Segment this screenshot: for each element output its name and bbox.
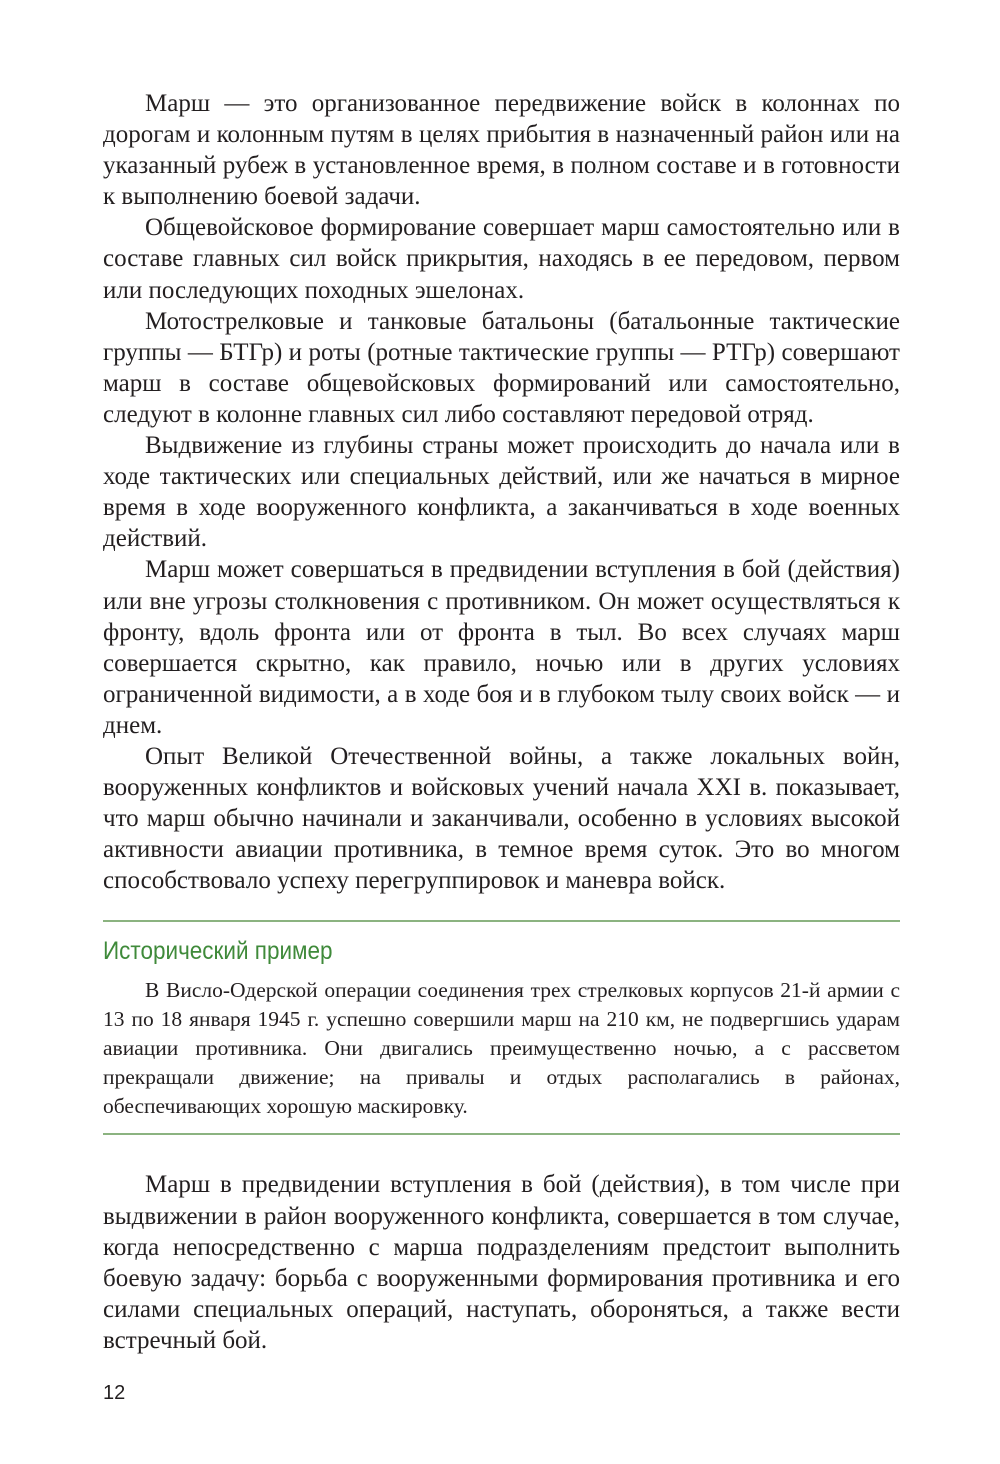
- page-number: 12: [103, 1382, 126, 1404]
- historical-example-title: Исторический пример: [103, 937, 333, 966]
- historical-example-text: В Висло-Одерской операции соединения трех стрелковых корпусов 21-й армии с 13 по 18 января 1945 г. успешно совершили марш на 210 км, не подвергшись ударам авиации противника. Они двигались преимущественно ночью, а с рассветом прекращали движение; на привалы и отдых располагались в районах, обеспечивающих хорошую маскировку.: [103, 978, 900, 1119]
- paragraph-battalions-companies: Мотострелковые и танковые батальоны (батальонные тактические группы — БТГр) и роты (ротные тактические группы — РТГр) совершают марш в составе общевойсковых формирований или самостоятельно, следуют в колонне главных сил либо составляют передовой отряд.: [103, 307, 900, 428]
- box-bottom-rule: [103, 1133, 900, 1135]
- paragraph-march-conditions: Марш может совершаться в предвидении вступления в бой (действия) или вне угрозы столкновения с противником. Он может осуществляться к фронту, вдоль фронта или от фронта в тыл. Во всех случаях марш совершается скрытно, как правило, ночью или в других условиях ограниченной видимости, а в ходе боя и в глубоком тылу своих войск — и днем.: [103, 556, 900, 739]
- paragraph-advance-from-depth: Выдвижение из глубины страны может происходить до начала или в ходе тактических или специальных действий, или же начаться в мирное время в ходе вооруженного конфликта, а заканчиваться в ходе военных действий.: [103, 432, 900, 553]
- paragraph-march-definition: Марш — это организованное передвижение войск в колоннах по дорогам и колонным путям в целях прибытия в назначенный район или на указанный рубеж в установленное время, в полном составе и в готовности к выполнению боевой задачи.: [103, 90, 900, 211]
- paragraph-wwii-experience: Опыт Великой Отечественной войны, а также локальных войн, вооруженных конфликтов и войсковых учений начала XXI в. показывает, что марш обычно начинали и заканчивали, особенно в условиях высокой активности авиации противника, в темное время суток. Это во многом способствовало успеху перегруппировок и маневра войск.: [103, 742, 900, 895]
- historical-example-box: [103, 920, 900, 1135]
- paragraph-combined-arms-formation: Общевойсковое формирование совершает марш самостоятельно или в составе главных сил войск прикрытия, находясь в ее передовом, первом или последующих походных эшелонах.: [103, 214, 900, 304]
- box-top-rule: [103, 920, 900, 922]
- page-content: [103, 88, 900, 1356]
- paragraph-march-anticipation: Марш в предвидении вступления в бой (действия), в том числе при выдвижении в район вооруженного конфликта, совершается в том случае, когда непосредственно с марша подразделениям предстоит выполнить боевую задачу: борьба с вооруженными формирования противника и его силами специальных операций, наступать, обороняться, а также вести встречный бой.: [103, 1171, 900, 1354]
